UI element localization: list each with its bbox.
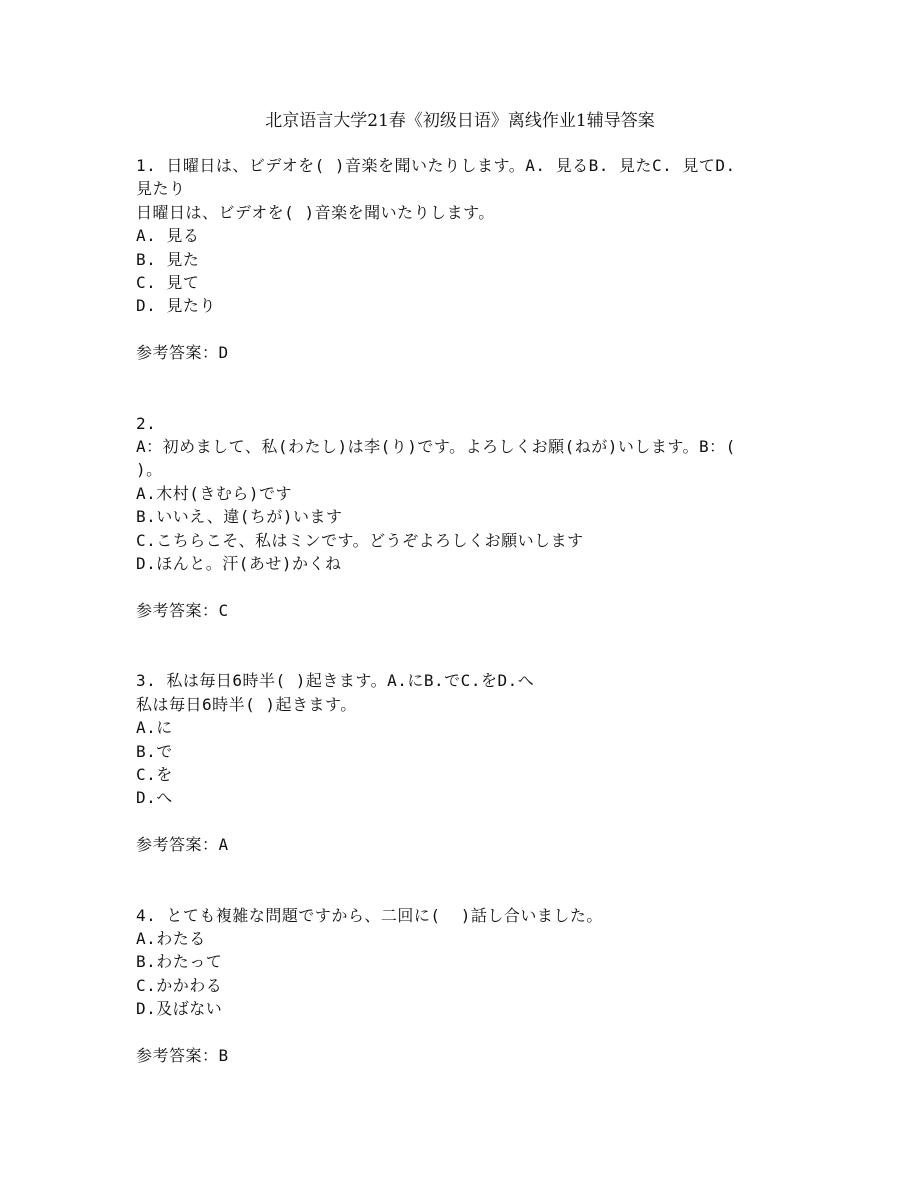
question-4-option-a: A.わたる: [136, 928, 206, 948]
question-1-option-c: C. 見て: [136, 273, 200, 293]
question-3-header-line-1: 3. 私は毎日6時半( )起きます。A.にB.でC.をD.へ: [136, 671, 535, 691]
document-title: 北京语言大学21春《初级日语》离线作业1辅导答案: [265, 111, 655, 131]
question-4-option-d: D.及ばない: [136, 999, 223, 1019]
question-3-option-a: A.に: [136, 718, 173, 738]
question-3-option-b: B.で: [136, 741, 173, 761]
question-2-header-line-2: A：初めまして、私(わたし)は李(り)です。よろしくお願(ねが)いします。B：(: [136, 437, 736, 457]
question-2: [136, 412, 786, 623]
question-3-option-d: D.へ: [136, 788, 173, 808]
question-1-option-a: A. 見る: [136, 226, 200, 246]
question-4-header-line-1: 4. とても複雑な問題ですから、二回に( )話し合いました。: [136, 905, 603, 925]
question-3: [136, 669, 786, 856]
question-1-answer: 参考答案：D: [136, 343, 229, 363]
question-2-header-line-3: )。: [136, 460, 163, 480]
question-2-option-a: A.木村(きむら)です: [136, 483, 293, 503]
question-4-option-b: B.わたって: [136, 952, 223, 972]
question-3-stem: 私は毎日6時半( )起きます。: [136, 694, 357, 714]
question-1-header-line-2: 見たり: [136, 179, 186, 199]
question-2-header-line-1: 2.: [136, 413, 157, 433]
question-2-option-b: B.いいえ、違(ちが)います: [136, 507, 343, 527]
document-body: [136, 154, 786, 1067]
question-3-answer: 参考答案：A: [136, 835, 229, 855]
question-1: [136, 154, 786, 365]
question-1-header-line-1: 1. 日曜日は、ビデオを( )音楽を聞いたりします。A. 見るB. 見たC. 見てD.: [136, 156, 736, 175]
question-2-option-d: D.ほんと。汗(あせ)かくね: [136, 554, 342, 574]
question-1-option-d: D. 見たり: [136, 296, 216, 316]
question-4-option-c: C.かかわる: [136, 975, 223, 995]
question-3-option-c: C.を: [136, 764, 173, 784]
question-2-answer: 参考答案：C: [136, 600, 229, 620]
question-1-option-b: B. 見た: [136, 249, 200, 269]
question-1-stem: 日曜日は、ビデオを( )音楽を聞いたりします。: [136, 202, 495, 222]
question-4-answer: 参考答案：B: [136, 1045, 229, 1065]
question-2-option-c: C.こちらこそ、私はミンです。どうぞよろしくお願いします: [136, 530, 584, 550]
question-4: [136, 904, 786, 1068]
